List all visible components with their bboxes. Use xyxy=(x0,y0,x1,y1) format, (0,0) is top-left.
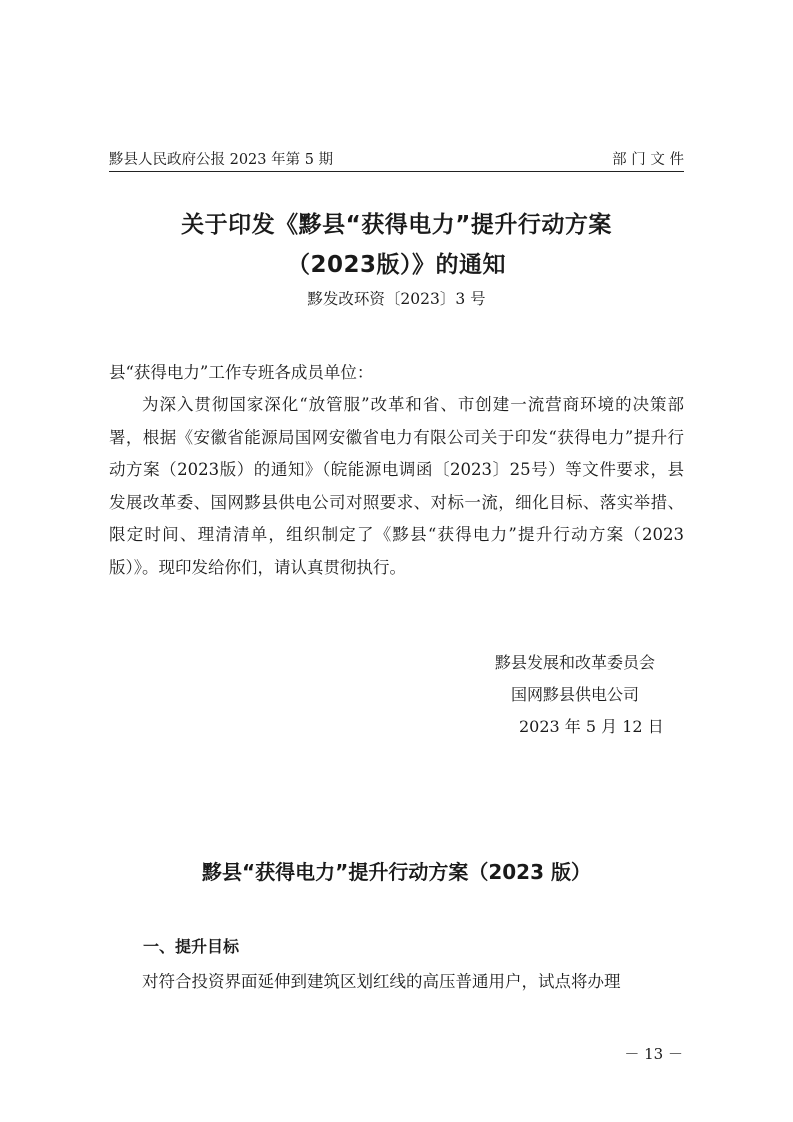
signing-org-1: 黟县发展和改革委员会 xyxy=(495,653,656,672)
page-header xyxy=(109,143,684,169)
signing-date: 2023 年 5 月 12 日 xyxy=(519,717,664,736)
section-label: 部 门 文 件 xyxy=(612,152,684,168)
header-divider xyxy=(109,171,684,172)
section-heading: 一、提升目标 xyxy=(143,937,240,956)
notice-title-line1: 关于印发《黟县“获得电力”提升行动方案 xyxy=(181,212,612,238)
bulletin-issue: 黟县人民政府公报 2023 年第 5 期 xyxy=(109,152,334,168)
document-number: 黟发改环资〔2023〕3 号 xyxy=(307,290,486,308)
page-number: － 13 － xyxy=(624,1045,683,1063)
plan-title: 黟县“获得电力”提升行动方案（2023 版） xyxy=(202,860,591,884)
body-paragraph: 为深入贯彻国家深化“放管服”改革和省、市创建一流营商环境的决策部署，根据《安徽省能源局国网安徽省电力有限公司关于印发“获得电力”提升行动方案（2023版）的通知》（皖能源电调函〔2023〕25号）等文件要求，县发展改革委、国网黟县供电公司对照要求、对标一流，细化目标、落实举措、限定时间、理清清单，组织制定了《黟县“获得电力”提升行动方案（2023版）》。现印发给你们，请认真贯彻执行。 xyxy=(109,395,684,577)
notice-title-line2: （2023版）》的通知 xyxy=(286,252,506,278)
section-paragraph: 对符合投资界面延伸到建筑区划红线的高压普通用户，试点将办理 xyxy=(142,972,621,991)
signing-org-2: 国网黟县供电公司 xyxy=(511,685,640,704)
greeting: 县“获得电力”工作专班各成员单位： xyxy=(109,363,374,382)
